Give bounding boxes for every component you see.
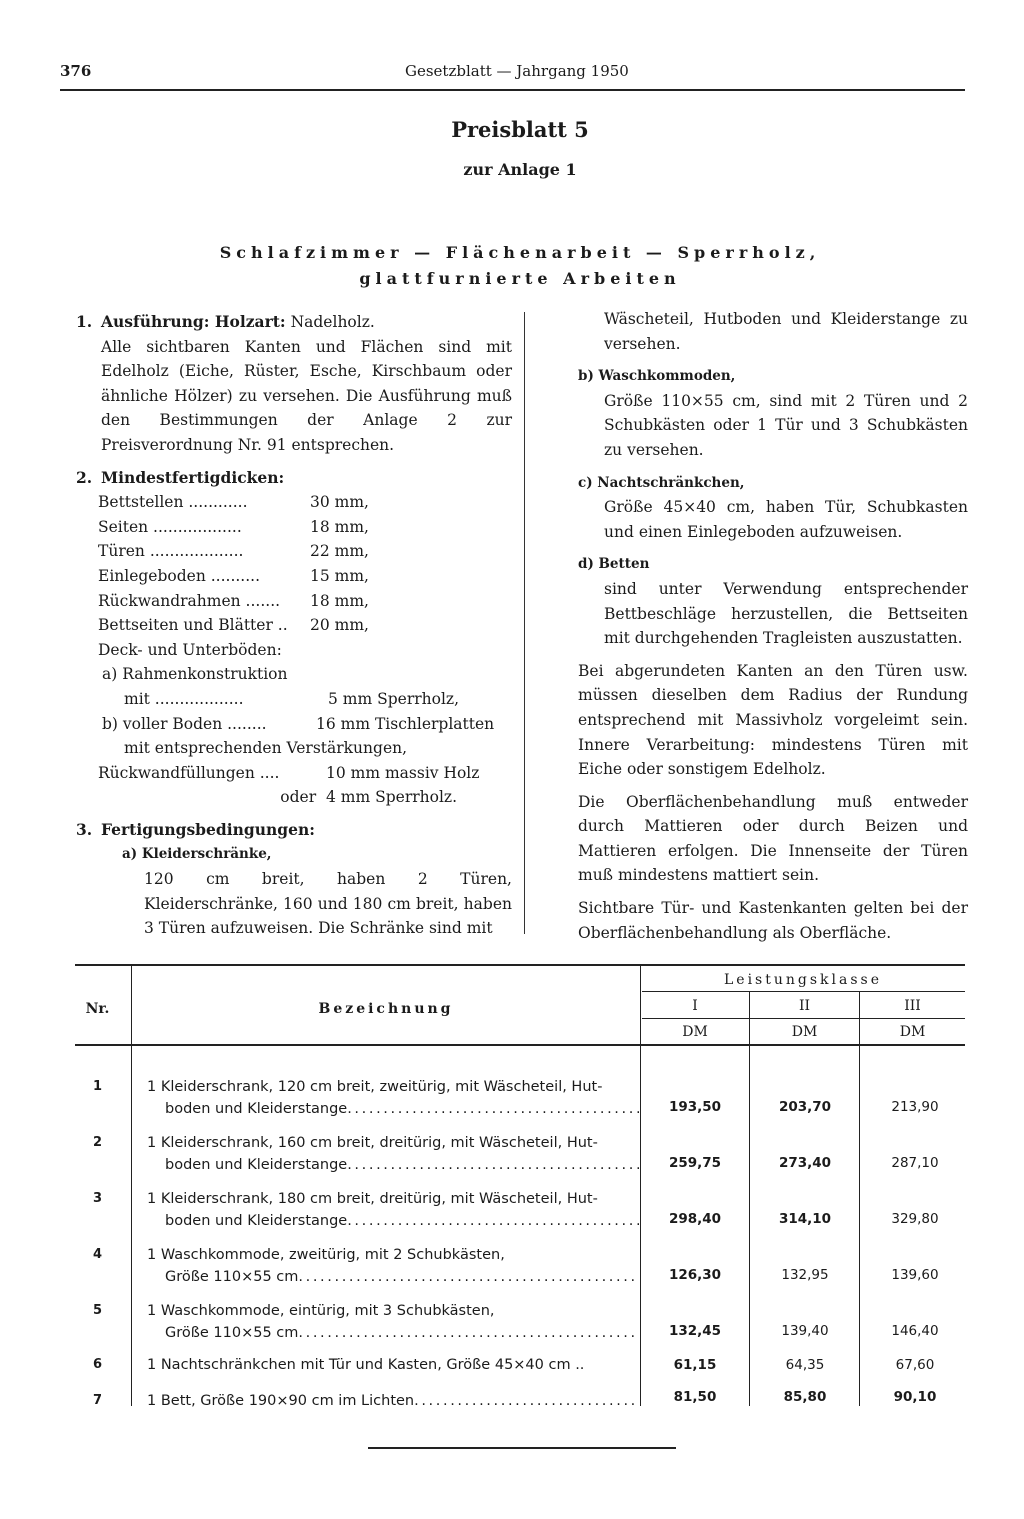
section-3a-text: 120 cm breit, haben 2 Türen, Kleiderschränke, 160 und 180 cm breit, haben 3 Türen aufzuweisen. Die Schränke sind mit [144,870,512,938]
deck-b-label: b) voller Boden ........ [102,714,267,733]
section-1-heading: Ausführung: Holzart: [101,312,286,331]
subsection-b-heading: b) Waschkommoden, [578,368,736,385]
thickness-row [98,589,512,614]
column-header-nr: Nr. [85,1001,110,1017]
footer-rule [368,1447,676,1449]
price-class-i: 259,75 [668,1155,722,1171]
price-class-iii: 67,60 [895,1357,935,1373]
column-divider [524,312,525,934]
row-number: 2 [92,1135,103,1150]
column-rule-i [749,992,750,1406]
thickness-value: 18 mm, [310,517,369,536]
price-class-iii: 329,80 [891,1211,939,1227]
section-2-heading: Mindestfertigdicken: [101,467,285,487]
deck-b-value: 16 mm Tischlerplatten [316,714,495,733]
back-fill-oder: oder [280,788,317,807]
thickness-row [98,490,512,515]
section-1-heading-rest: Nadelholz. [285,313,375,331]
row-description-line1: 1 Kleiderschrank, 180 cm breit, dreitürig, mit Wäscheteil, Hut- [147,1191,598,1207]
price-class-iii: 287,10 [891,1155,939,1171]
deck-b-row [98,712,512,737]
thickness-value: 30 mm, [310,493,369,512]
section-3-number: 3. [76,819,93,839]
row-description-line2: boden und Kleiderstange [165,1101,348,1117]
back-fill-alt-row [98,785,512,810]
row-description-line1: 1 Kleiderschrank, 120 cm breit, zweitürig, mit Wäscheteil, Hut- [147,1079,603,1095]
row-description-line1: 1 Kleiderschrank, 160 cm breit, dreitürig, mit Wäscheteil, Hut- [147,1135,598,1151]
page-number: 376 [60,62,92,80]
row-number: 4 [92,1247,103,1262]
row-description [147,1244,639,1288]
section-3 [76,818,512,843]
column-header-class-iii: III [904,998,921,1014]
subsection-c-text: Größe 45×40 cm, haben Tür, Schubkasten und einen Einlegeboden aufzuweisen. [604,498,968,541]
back-fill-row [98,761,512,786]
paragraph-edges: Bei abgerundeten Kanten an den Türen usw. müssen dieselben dem Radius der Rundung entsprechend mit Massivholz vorgeleimt sein. Innere Verarbeitung: mindestens Türen mit Eiche oder sonstigem Edelholz. [578,661,968,779]
section-3a-heading: a) Kleiderschränke, [122,846,272,863]
header-rule [60,89,965,91]
thickness-value: 22 mm, [310,542,369,561]
row-number: 3 [92,1191,103,1206]
column-header-description: Bezeichnung [318,1001,454,1017]
row-description-line2: boden und Kleiderstange [165,1213,348,1229]
row-description-line2: boden und Kleiderstange [165,1157,348,1173]
section-3-heading: Fertigungsbedingungen: [101,819,315,839]
paragraph-visible-edges: Sichtbare Tür- und Kastenkanten gelten bei der Oberflächenbehandlung als Oberfläche. [578,899,968,942]
column-rule-ii [859,992,860,1406]
price-class-iii: 139,60 [891,1267,939,1283]
thickness-label: Türen ................... [98,542,244,561]
deck-b-continuation: mit entsprechenden Verstärkungen, [124,739,408,758]
document-title: Preisblatt 5 [451,117,589,142]
price-class-i: 81,50 [673,1389,717,1405]
section-1-text: Alle sichtbaren Kanten und Flächen sind mit Edelholz (Eiche, Rüster, Esche, Kirschbaum oder ähnliche Hölzer) zu versehen. Die Ausführung muß den Bestimmungen der Anlage 2 zur Preisverordnung Nr. 91 entsprechen. [101,337,512,454]
left-column [76,310,512,941]
row-number: 5 [92,1303,103,1318]
header-bottom-rule [75,1044,965,1046]
section-heading-line1: Schlafzimmer — Flächenarbeit — Sperrholz, [219,243,821,262]
price-class-ii: 273,40 [778,1155,832,1171]
row-description [147,1390,639,1412]
section-heading [0,240,1024,292]
row-description-line1: 1 Nachtschränkchen mit Tür und Kasten, Größe 45×40 cm .. [147,1357,585,1373]
row-description-line1: 1 Waschkommode, eintürig, mit 3 Schubkästen, [147,1303,495,1319]
row-description [147,1076,639,1120]
right-column [578,307,968,945]
section-2-number: 2. [76,467,93,487]
deck-label: Deck- und Unterböden: [98,640,282,659]
price-class-ii: 132,95 [781,1267,829,1283]
deck-a-row [98,687,512,712]
subsection-c-heading: c) Nachtschränkchen, [578,474,745,491]
row-description [147,1354,639,1376]
row-description-line1: 1 Bett, Größe 190×90 cm im Lichten [147,1393,415,1409]
price-class-ii: 64,35 [785,1357,825,1373]
row-description [147,1188,639,1232]
price-class-iii: 213,90 [891,1099,939,1115]
thickness-row [98,564,512,589]
section-2 [76,466,512,491]
thickness-label: Bettseiten und Blätter .. [98,616,288,635]
price-class-i: 298,40 [668,1211,722,1227]
deck-a-label: a) Rahmenkonstruktion [102,665,288,684]
thickness-row [98,613,512,638]
thickness-row [98,539,512,564]
subsection-d-heading: d) Betten [578,556,650,573]
column-header-class-ii: II [798,998,811,1014]
price-class-i: 61,15 [673,1357,717,1373]
row-description [147,1132,639,1176]
row-description-line2: Größe 110×55 cm [165,1325,299,1341]
currency-label-ii: DM [791,1024,818,1040]
row-description [147,1300,639,1344]
thickness-row [98,515,512,540]
price-class-i: 193,50 [668,1099,722,1115]
currency-label-i: DM [682,1024,708,1040]
subsection-d-text: sind unter Verwendung entsprechender Bettbeschläge herzustellen, die Bettseiten mit durchgehenden Tragleisten auszustatten. [604,579,968,648]
price-class-ii: 314,10 [778,1211,832,1227]
price-class-iii: 146,40 [891,1323,939,1339]
currency-rule [642,1018,965,1019]
section-1-number: 1. [76,312,93,331]
column-header-class-i: I [692,998,698,1014]
section-heading-line2: glattfurnierte Arbeiten [359,269,681,288]
deck-a-value: 5 mm Sperrholz, [328,689,460,708]
back-fill-alt-value: 4 mm Sperrholz. [326,788,458,807]
row-number: 6 [92,1357,103,1372]
thickness-label: Rückwandrahmen ....... [98,591,281,610]
price-class-iii: 90,10 [893,1389,937,1405]
thickness-list [76,490,512,810]
thickness-label: Einlegeboden .......... [98,566,261,585]
running-head: Gesetzblatt — Jahrgang 1950 [405,62,629,80]
section-1 [76,310,512,458]
price-class-ii: 85,80 [783,1389,827,1405]
row-description-line1: 1 Waschkommode, zweitürig, mit 2 Schubkästen, [147,1247,505,1263]
group-rule [642,991,965,992]
price-class-i: 126,30 [668,1267,722,1283]
thickness-value: 18 mm, [310,591,369,610]
paragraph-surface: Die Oberflächenbehandlung muß entweder durch Mattieren oder durch Beizen und Mattieren erfolgen. Die Innenseite der Türen muß mindestens mattiert sein. [578,792,968,885]
price-class-i: 132,45 [668,1323,722,1339]
column-rule-nr [131,966,132,1406]
back-fill-value: 10 mm massiv Holz [326,763,480,782]
thickness-value: 20 mm, [310,616,369,635]
deck-a-mit: mit .................. [124,689,244,708]
continuation-text: Wäscheteil, Hutboden und Kleiderstange zu versehen. [604,310,968,353]
price-class-ii: 139,40 [781,1323,829,1339]
column-header-group: Leistungsklasse [723,972,882,988]
thickness-label: Bettstellen ............ [98,493,248,512]
price-class-ii: 203,70 [778,1099,832,1115]
document-subtitle: zur Anlage 1 [463,160,577,179]
thickness-value: 15 mm, [310,566,369,585]
table-top-rule [75,964,965,966]
subsection-b-text: Größe 110×55 cm, sind mit 2 Türen und 2 Schubkästen oder 1 Tür und 3 Schubkästen zu versehen. [604,391,968,459]
row-number: 7 [92,1393,103,1408]
back-fill-label: Rückwandfüllungen .... [98,763,280,782]
row-description-line2: Größe 110×55 cm [165,1269,299,1285]
row-number: 1 [92,1079,103,1094]
thickness-label: Seiten .................. [98,517,242,536]
price-table [75,964,965,1414]
currency-label-iii: DM [899,1024,926,1040]
